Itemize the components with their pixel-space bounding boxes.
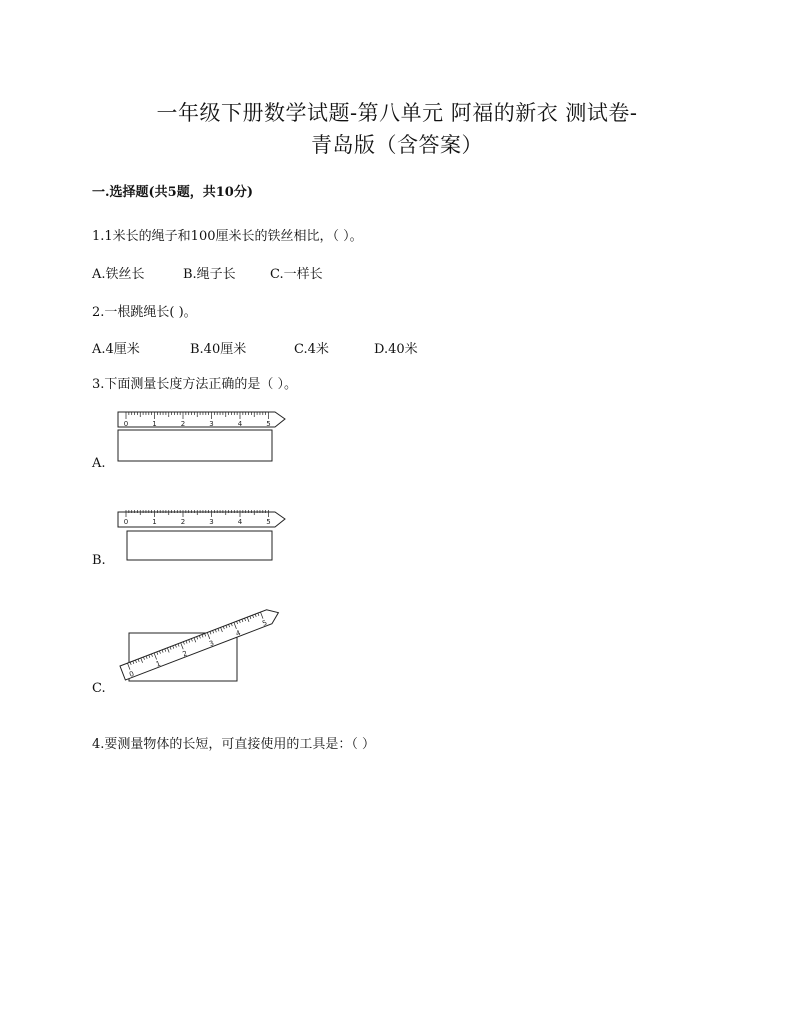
ruler-tick-label: 3 [208, 639, 216, 649]
ruler-tick-label: 4 [237, 518, 243, 526]
ruler-tick-label: 2 [180, 518, 186, 526]
figure-b-ruler-diagram [110, 506, 295, 564]
question-2-option-b: B.40厘米 [190, 342, 247, 357]
question-4-stem: 4.要测量物体的长短，可直接使用的工具是：（ ） [92, 737, 376, 752]
question-1-stem: 1.1米长的绳子和100厘米长的铁丝相比，（ ）。 [92, 229, 363, 244]
ruler-c [120, 608, 282, 681]
ruler-a [118, 412, 285, 428]
ruler-tick-label: 1 [152, 518, 157, 526]
figure-b-label: B. [92, 553, 106, 568]
document-title-line2: 青岛版（含答案） [311, 133, 483, 157]
ruler-tick-label: 2 [181, 649, 189, 659]
ruler-tick-label: 4 [234, 628, 242, 639]
ruler-tick-label: 1 [152, 420, 157, 428]
ruler-tick-label: 2 [180, 420, 186, 428]
question-2-option-a: A.4厘米 [92, 342, 140, 357]
ruler-tick-label: 3 [209, 420, 214, 428]
question-2-option-c: C.4米 [294, 342, 329, 357]
ruler-tick-label: 5 [266, 420, 271, 428]
ruler-tick-label: 5 [261, 618, 269, 628]
figure-c-label: C. [92, 681, 106, 696]
figure-a-ruler-diagram [110, 408, 295, 466]
object-a-rectangle [118, 430, 272, 461]
question-1-option-c: C.一样长 [270, 267, 323, 282]
ruler-b [118, 510, 285, 527]
ruler-tick-label: 3 [209, 518, 214, 526]
ruler-tick-label: 0 [123, 518, 129, 526]
question-3-stem: 3.下面测量长度方法正确的是（ ）。 [92, 377, 298, 392]
question-2-stem: 2.一根跳绳长( )。 [92, 305, 197, 320]
question-1-option-a: A.铁丝长 [92, 267, 145, 282]
object-b-rectangle [127, 531, 272, 560]
section-heading: 一.选择题(共5题，共10分) [92, 185, 253, 200]
question-1-option-b: B.绳子长 [183, 267, 236, 282]
question-2-option-d: D.40米 [374, 342, 418, 357]
ruler-tick-label: 0 [123, 420, 129, 428]
ruler-tick-label: 0 [128, 669, 136, 679]
ruler-tick-label: 4 [237, 420, 243, 428]
ruler-tick-label: 5 [266, 518, 271, 526]
figure-a-label: A. [92, 456, 106, 471]
document-title-line1: 一年级下册数学试题-第八单元 阿福的新衣 测试卷- [156, 101, 638, 125]
ruler-tick-label: 1 [154, 659, 162, 669]
figure-c-ruler-diagram [110, 608, 295, 688]
